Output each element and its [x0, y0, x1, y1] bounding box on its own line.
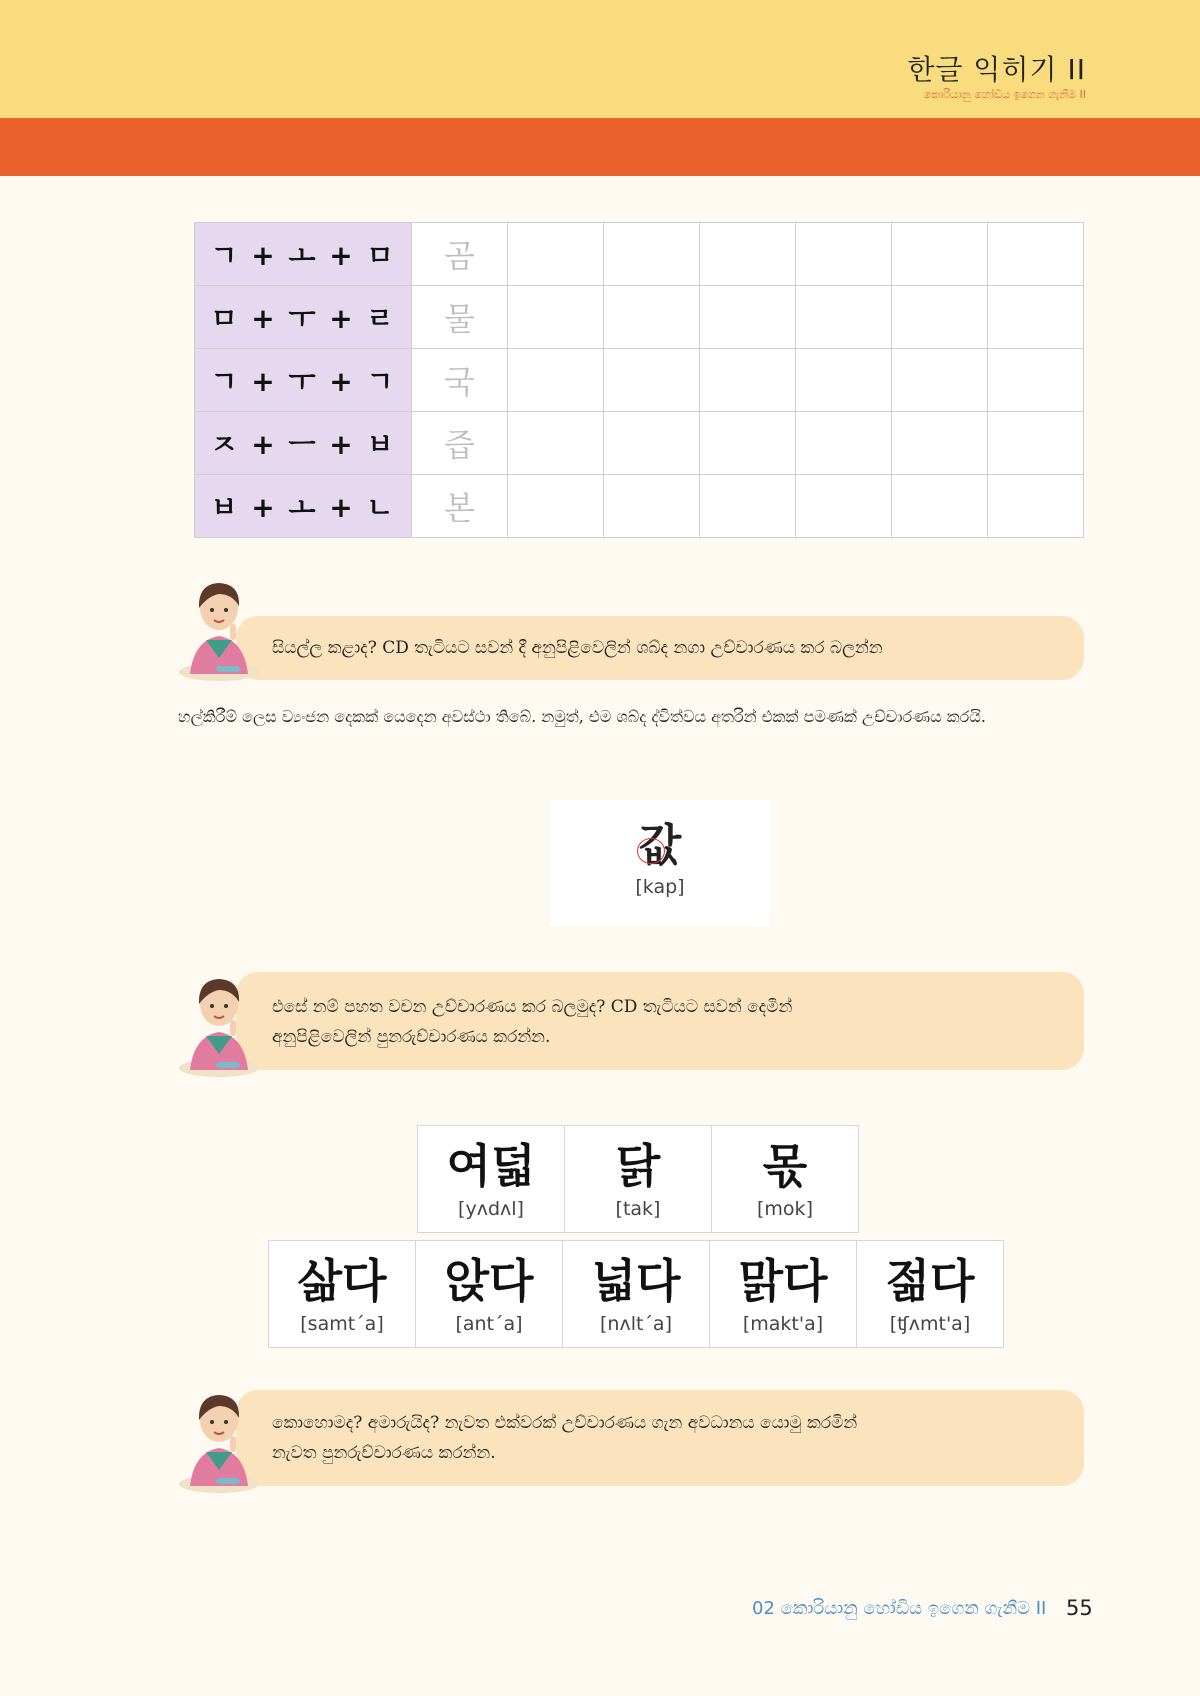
word-card	[856, 1240, 1004, 1348]
practice-row	[195, 412, 1084, 475]
footer-chapter: 02 කොරියානු හෝඩිය ඉගෙන ගැනීම II	[752, 1598, 1047, 1619]
writing-box[interactable]	[508, 286, 604, 349]
writing-box[interactable]	[988, 475, 1084, 538]
word-card	[415, 1240, 563, 1348]
korean-word: 닭	[615, 1139, 661, 1193]
word-romanization: [ʧʌmt'a]	[889, 1313, 971, 1335]
jamo-formula: ㄱ + ㅜ + ㄱ	[195, 349, 412, 412]
page-number: 55	[1066, 1596, 1093, 1620]
example-word: 값	[638, 820, 682, 871]
writing-box[interactable]	[796, 349, 892, 412]
writing-box[interactable]	[508, 349, 604, 412]
word-card	[711, 1125, 859, 1233]
jamo-formula: ㅂ + ㅗ + ㄴ	[195, 475, 412, 538]
korean-word: 젊다	[885, 1254, 975, 1308]
writing-box[interactable]	[700, 475, 796, 538]
writing-box[interactable]	[796, 223, 892, 286]
bubble-line-1: එසේ නම් පහත වචන උච්චාරණය කර බලමුද? CD තැටියට සවන් දෙමින්	[272, 997, 793, 1017]
writing-box[interactable]	[892, 475, 988, 538]
bubble-line-1: කොහොමද? අමාරුයිද? නැවත එක්වරක් උච්චාරණය ගැන අවධානය යොමු කරමින්	[272, 1413, 858, 1433]
writing-box[interactable]	[892, 349, 988, 412]
word-card	[562, 1240, 710, 1348]
korean-word: 몫	[762, 1139, 808, 1193]
korean-word: 넓다	[591, 1254, 681, 1308]
practice-row	[195, 349, 1084, 412]
example-card	[550, 800, 770, 926]
header-stripe	[0, 118, 1200, 176]
writing-box[interactable]	[796, 286, 892, 349]
word-card	[564, 1125, 712, 1233]
speech-bubble-2	[236, 972, 1084, 1070]
practice-row	[195, 223, 1084, 286]
trace-syllable: 즙	[412, 412, 508, 475]
word-card	[268, 1240, 416, 1348]
word-row-1	[417, 1125, 858, 1233]
word-romanization: [samt´a]	[300, 1313, 384, 1335]
writing-box[interactable]	[508, 412, 604, 475]
jamo-formula: ㅁ + ㅜ + ㄹ	[195, 286, 412, 349]
page-subtitle: කොරියානු හෝඩිය ඉගෙන ගැනීම II	[923, 88, 1086, 101]
writing-box[interactable]	[988, 223, 1084, 286]
writing-box[interactable]	[892, 412, 988, 475]
korean-word: 맑다	[738, 1254, 828, 1308]
example-word-wrap	[639, 820, 682, 872]
word-romanization: [makt'a]	[742, 1313, 824, 1335]
word-card	[417, 1125, 565, 1233]
writing-box[interactable]	[988, 412, 1084, 475]
example-romanization: [kap]	[635, 876, 685, 898]
writing-box[interactable]	[892, 286, 988, 349]
writing-box[interactable]	[508, 475, 604, 538]
page-title: 한글 익히기 II	[907, 53, 1086, 86]
word-romanization: [yʌdʌl]	[458, 1198, 524, 1220]
writing-box[interactable]	[604, 286, 700, 349]
teacher-avatar-icon	[176, 1386, 262, 1494]
writing-box[interactable]	[796, 412, 892, 475]
writing-box[interactable]	[604, 475, 700, 538]
writing-box[interactable]	[604, 223, 700, 286]
practice-grid	[194, 222, 1084, 538]
writing-box[interactable]	[508, 223, 604, 286]
writing-box[interactable]	[700, 349, 796, 412]
bubble-line-2: අනුපිළිවෙලින් පුනරුච්චාරණය කරන්න.	[272, 1027, 551, 1047]
korean-word: 앉다	[444, 1254, 534, 1308]
word-card	[709, 1240, 857, 1348]
writing-box[interactable]	[604, 349, 700, 412]
writing-box[interactable]	[892, 223, 988, 286]
word-romanization: [tak]	[615, 1198, 661, 1220]
bubble-text: සියල්ල කළාද? CD තැටියට සවන් දී අනුපිළිවෙලින් ශබ්ද නගා උච්චාරණය කර බලන්න	[272, 638, 883, 658]
practice-row	[195, 286, 1084, 349]
speech-bubble-3	[236, 1390, 1084, 1486]
speech-bubble-1	[236, 616, 1084, 680]
writing-box[interactable]	[988, 349, 1084, 412]
trace-syllable: 본	[412, 475, 508, 538]
writing-box[interactable]	[988, 286, 1084, 349]
jamo-formula: ㅈ + ㅡ + ㅂ	[195, 412, 412, 475]
trace-syllable: 물	[412, 286, 508, 349]
writing-box[interactable]	[700, 286, 796, 349]
teacher-avatar-icon	[176, 574, 262, 682]
trace-syllable: 국	[412, 349, 508, 412]
word-romanization: [mok]	[757, 1198, 813, 1220]
trace-syllable: 곰	[412, 223, 508, 286]
word-row-2	[268, 1240, 1003, 1348]
teacher-avatar-icon	[176, 970, 262, 1078]
jamo-formula: ㄱ + ㅗ + ㅁ	[195, 223, 412, 286]
writing-box[interactable]	[796, 475, 892, 538]
word-romanization: [ant´a]	[455, 1313, 523, 1335]
highlight-circle	[637, 838, 665, 864]
explanation-paragraph: හල්කිරීම් ලෙස ව්‍යංජන දෙකක් යෙදෙන අවස්ථා තිබේ. නමුත්, එම ශබ්ද ද්විත්වය අතරින් එකක් පමණක් උච්චාරණය කරයි.	[178, 707, 986, 726]
writing-box[interactable]	[604, 412, 700, 475]
writing-box[interactable]	[700, 412, 796, 475]
bubble-line-2: නැවත පුනරුච්චාරණය කරන්න.	[272, 1443, 496, 1463]
korean-word: 여덟	[446, 1139, 536, 1193]
practice-row	[195, 475, 1084, 538]
korean-word: 삶다	[297, 1254, 387, 1308]
writing-box[interactable]	[700, 223, 796, 286]
word-romanization: [nʌlt´a]	[600, 1313, 672, 1335]
